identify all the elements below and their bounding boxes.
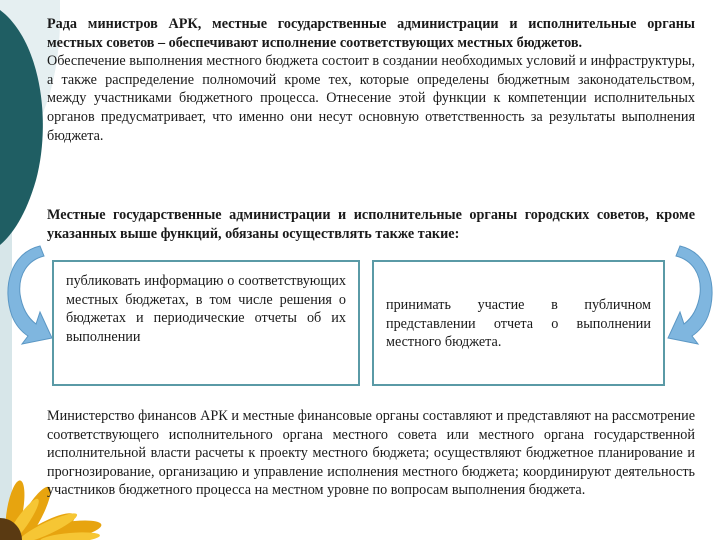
duties-heading: Местные государственные администрации и исполнительные органы городских советов, кроме указанных выше функций, обязаны осуществлять также такие: bbox=[47, 207, 695, 242]
right-curved-arrow-icon bbox=[662, 238, 720, 358]
publish-info-box: публиковать информацию о соответствующих местных бюджетах, в том числе решения о бюджетах и периодические отчеты об их выполнении bbox=[52, 260, 360, 386]
intro-bold-text: Рада министров АРК, местные государственные администрации и исполнительные органы местных советов – обеспечивают исполнение соответствующих местных бюджетов. bbox=[47, 16, 695, 51]
left-curved-arrow-icon bbox=[0, 238, 60, 358]
ministry-paragraph: Министерство финансов АРК и местные финансовые органы составляют и представляют на рассмотрение соответствующего исполнительного органа местного совета или местного органа государственной исполнительной власти расчеты к проекту местного бюджета; осуществляют бюджетное планирование и прогнозирование, организацию и управление исполнения местного бюджета; координируют деятельность участников бюджетного процесса на местном уровне по вопросам выполнения бюджета. bbox=[47, 408, 695, 499]
intro-paragraph bbox=[47, 15, 695, 145]
public-report-box: принимать участие в публичном представлении отчета о выполнении местного бюджета. bbox=[372, 260, 665, 386]
execution-paragraph: Обеспечение выполнения местного бюджета состоит в создании необходимых условий и инфраструктуры, а также распределение полномочий кроме тех, которые определены бюджетным законодательством, между участниками бюджетного процесса. Отнесение этой функции к компетенции исполнительных органов предусматривает, что именно они несут основную ответственность за результаты выполнения бюджета. bbox=[47, 53, 695, 144]
